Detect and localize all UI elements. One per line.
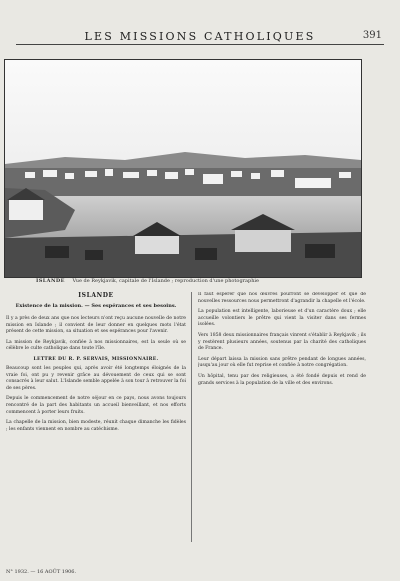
paragraph: Un hôpital, tenu par des religieuses, a été fondé depuis et rend de grands services à la population de la ville et des environs. xyxy=(198,373,366,386)
issue-footer: N° 1932. — 16 AOÛT 1906. xyxy=(6,569,77,575)
paragraph: Depuis le commencement de notre séjour en ce pays, nous avons toujours rencontré de la part des habitants un accueil bienveillant, et nos efforts commencent à porter leurs fruits. xyxy=(6,396,186,415)
reykjavik-photo xyxy=(4,59,362,278)
paragraph: La mission de Reykjavik, confiée à nos missionnaires, est la seule où se célèbre le culte catholique dans toute l'île. xyxy=(6,339,186,352)
page-header xyxy=(0,30,400,44)
caption-text: Vue de Reykjavik, capitale de l'Islande ; reproduction d'une photographie xyxy=(72,278,259,284)
header-rule xyxy=(16,44,384,45)
section-title: ISLANDE xyxy=(78,292,114,299)
church-building xyxy=(135,236,179,254)
paragraph: Il faut espérer que nos œuvres pourront se développer et que de nouvelles ressources nous permettront d'agrandir la chapelle et l'école. xyxy=(198,292,366,304)
paragraph: La population est intelligente, laborieuse et d'un caractère doux ; elle accueille volontiers le prêtre qui vient la visiter dans ses fermes isolées. xyxy=(198,309,366,328)
letter-heading: LETTRE DU R. P. SERVAIS, MISSIONNAIRE. xyxy=(33,356,159,362)
paragraph: La chapelle de la mission, bien modeste, réunit chaque dimanche les fidèles ; les enfants viennent en nombre au catéchisme. xyxy=(6,420,186,432)
paragraph: Leur départ laissa la mission sans prêtre pendant de longues années, jusqu'au jour où elle fut reprise et confiée à notre congrégation. xyxy=(198,356,366,369)
column-divider xyxy=(191,292,192,542)
caption-label: ISLANDE xyxy=(36,278,65,284)
left-house xyxy=(9,200,43,220)
left-column xyxy=(6,292,186,569)
right-house xyxy=(235,230,291,252)
photo-caption xyxy=(36,278,356,284)
article-subtitle: Existence de la mission. — Ses espérances et ses besoins. xyxy=(15,303,177,309)
paragraph: Beaucoup sont les peuples qui, après avoir été longtemps éloignés de la vraie foi, ont pu y revenir grâce au dévouement de ceux qui se sont consacrés à leur salut. L'Islande semble appelée à son tour à retrouver la foi de ses pères. xyxy=(6,365,186,391)
journal-title: LES MISSIONS CATHOLIQUES xyxy=(84,30,316,43)
paragraph: Vers 1858 deux missionnaires français vinrent s'établir à Reykjavik ; ils y restèrent plusieurs années, soutenus par la charité des catholiques de France. xyxy=(198,332,366,352)
harbour-illustration xyxy=(5,60,361,277)
right-column xyxy=(198,292,366,569)
page-number: 391 xyxy=(362,30,382,41)
paragraph: Il y a près de deux ans que nos lecteurs n'ont reçu aucune nouvelle de notre mission en Islande ; il convient de leur donner en quelques mots l'état présent de cette mission, sa situation et ses espérances pour l'avenir. xyxy=(6,316,186,335)
